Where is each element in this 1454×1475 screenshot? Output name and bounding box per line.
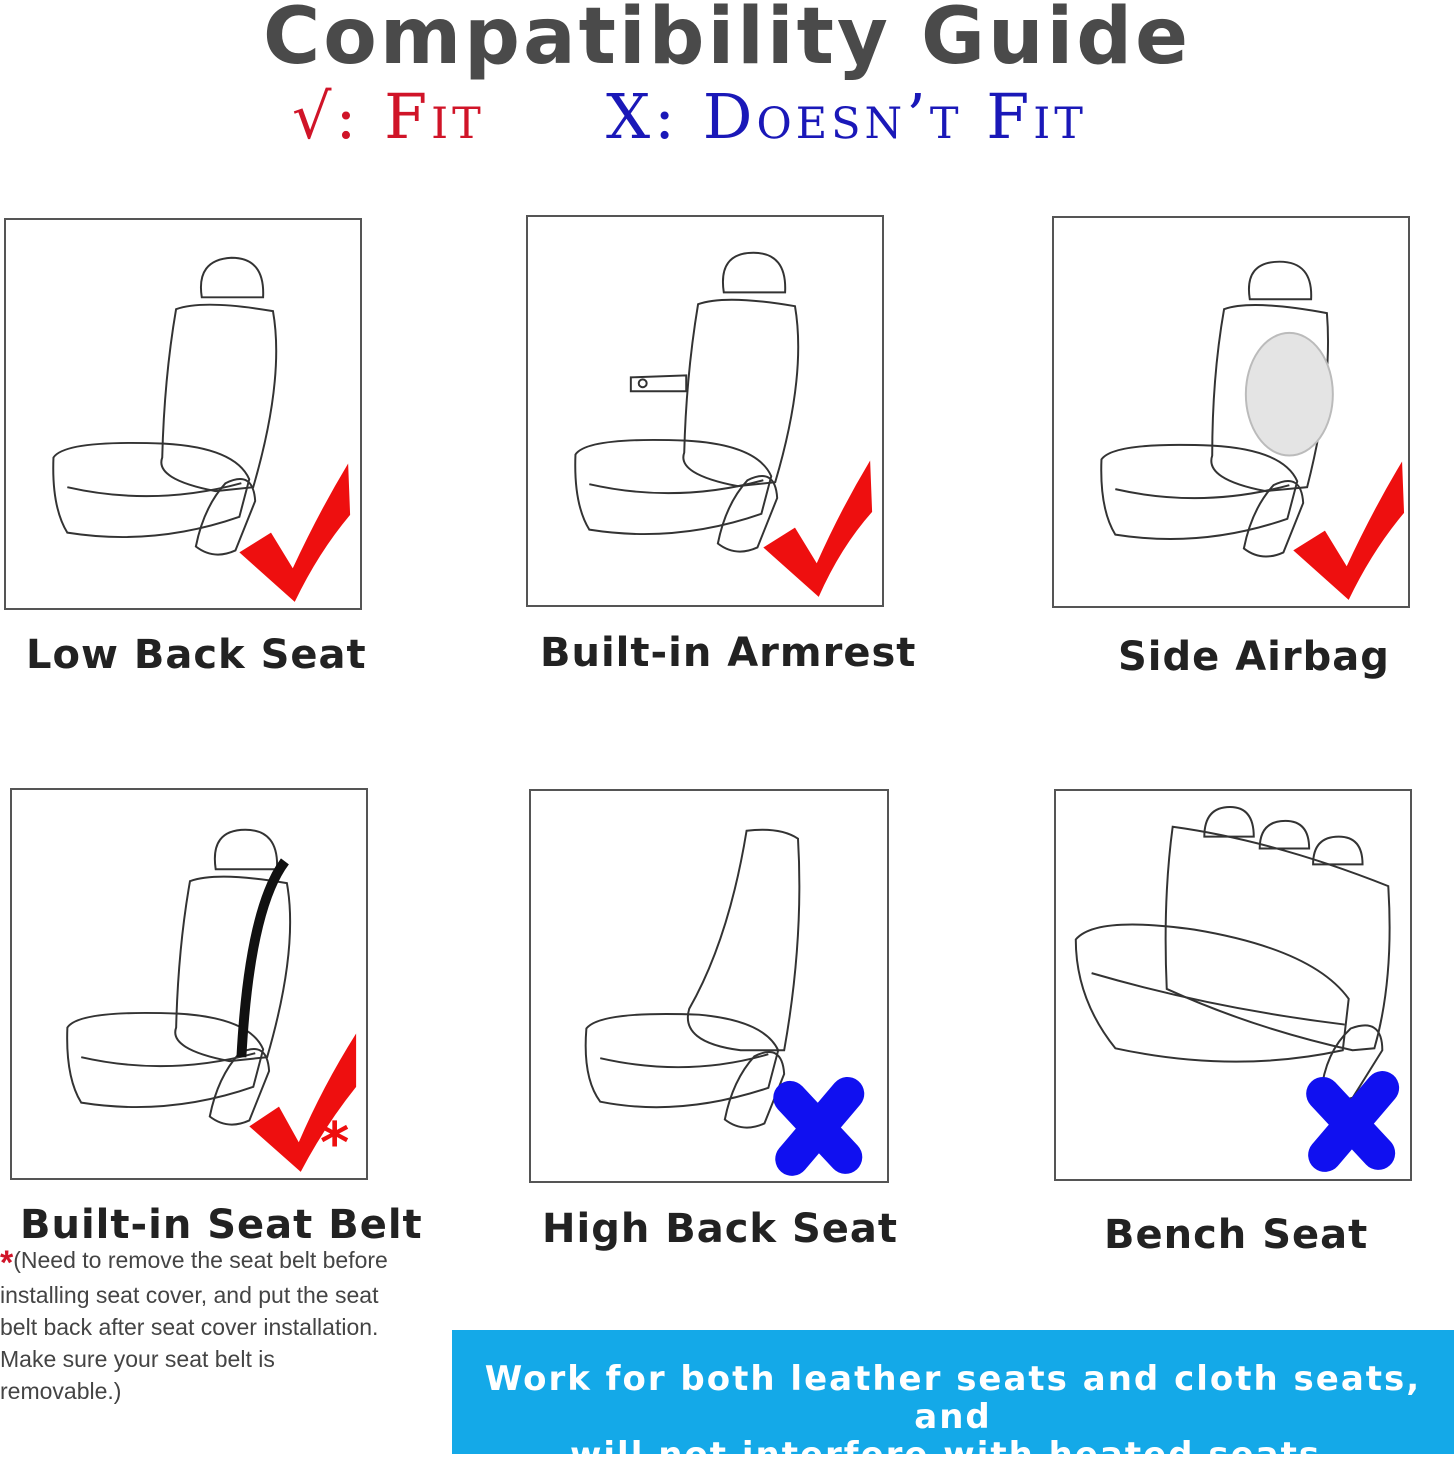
note-text: (Need to remove the seat belt before installing seat cover, and put the seat belt back after seat cover installation. Make sure your seat belt is removable.) bbox=[0, 1247, 388, 1404]
panel-side-airbag bbox=[1052, 216, 1410, 608]
seat-belt-note bbox=[0, 1244, 400, 1407]
panel-high-back-seat bbox=[529, 789, 889, 1183]
panel-built-in-seat-belt bbox=[10, 788, 368, 1180]
label-built-in-armrest: Built-in Armrest bbox=[540, 630, 917, 676]
page-title: Compatibility Guide bbox=[263, 0, 1191, 82]
check-icon bbox=[6, 220, 360, 608]
label-side-airbag: Side Airbag bbox=[1118, 634, 1390, 680]
x-icon bbox=[531, 791, 887, 1181]
note-asterisk: * bbox=[0, 1244, 14, 1282]
doesnt-fit-legend: X: Doesn’t Fit bbox=[606, 80, 1087, 153]
panel-bench-seat bbox=[1054, 789, 1412, 1181]
banner-line-1: Work for both leather seats and cloth seats, and bbox=[484, 1359, 1422, 1437]
check-icon bbox=[528, 217, 882, 605]
panel-built-in-armrest bbox=[526, 215, 884, 607]
check-icon bbox=[1054, 218, 1408, 606]
x-icon bbox=[1056, 791, 1410, 1179]
label-high-back-seat: High Back Seat bbox=[542, 1206, 898, 1252]
fit-legend: √: Fit bbox=[292, 80, 485, 153]
check-icon bbox=[12, 790, 366, 1178]
label-low-back-seat: Low Back Seat bbox=[26, 632, 367, 678]
asterisk-marker: * bbox=[320, 1111, 350, 1176]
banner-line-2: will not interfere with heated seats. bbox=[569, 1435, 1337, 1475]
info-banner bbox=[452, 1330, 1454, 1475]
label-built-in-seat-belt: Built-in Seat Belt bbox=[20, 1202, 423, 1248]
label-bench-seat: Bench Seat bbox=[1104, 1212, 1369, 1258]
panel-low-back-seat bbox=[4, 218, 362, 610]
